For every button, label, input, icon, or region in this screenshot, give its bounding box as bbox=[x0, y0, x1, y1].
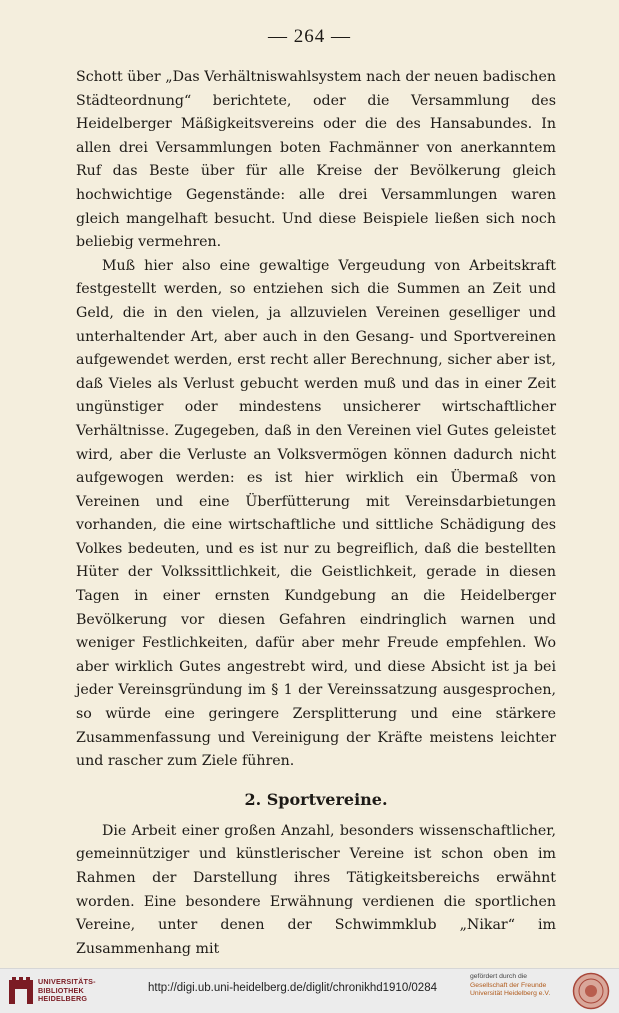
section-heading: 2. Sportvereine. bbox=[244, 789, 388, 809]
paragraph-1: Schott über „Das Verhältniswahlsystem nach der neuen badischen Städteordnung“ berichtete, oder die Versammlung des Heidelberger Mäßigkeitsvereins oder die des Hansabundes. In allen drei Versammlungen boten Fachmänner von anerkanntem Ruf das Beste über für alle Kreise der Bevölkerung gleich hochwichtige Gegenstände: alle drei Versammlungen waren gleich mangelhaft besucht. Und diese Beispiele ließen sich noch beliebig vermehren. bbox=[76, 69, 556, 251]
page-number: — 264 — bbox=[268, 26, 351, 47]
library-name: UNIVERSITÄTS- BIBLIOTHEK HEIDELBERG bbox=[38, 977, 96, 1004]
body-text bbox=[76, 66, 556, 961]
paragraph-3: Die Arbeit einer großen Anzahl, besonders wissenschaftlicher, gemeinnütziger und künstlerischer Vereine ist schon oben im Rahmen der Darstellung ihres Tätigkeitsbereichs erwähnt worden. Eine besondere Erwähnung verdienen die sportlichen Vereine, unter denen der Schwimmklub „Nikar“ im Zusammenhang mit bbox=[76, 822, 556, 957]
university-seal-icon bbox=[572, 972, 610, 1010]
library-logo-icon bbox=[8, 976, 34, 1006]
permalink-url[interactable]: http://digi.ub.uni-heidelberg.de/diglit/chronikhd1910/0284 bbox=[148, 982, 437, 994]
paragraph-2: Muß hier also eine gewaltige Vergeudung von Arbeitskraft festgestellt werden, so entziehen sich die Summen an Zeit und Geld, die in den vielen, ja allzuvielen Vereinen geselliger und unterhaltender Art, aber auch in den Gesang- und Sportvereinen aufgewendet werden, erst recht aller Berechnung, sicher aber ist, daß Vieles als Verlust gebucht werden muß und das in einer Zeit ungünstiger oder mindestens unsicherer wirtschaftlicher Verhältnisse. Zugegeben, daß in den Vereinen viel Gutes geleistet wird, aber die Verluste an Volksvermögen können dadurch nicht aufgewogen werden: es ist hier wirklich ein Übermaß von Vereinen und eine Überfütterung mit Vereinsdarbietungen vorhanden, die eine wirtschaftliche und sittliche Schädigung des Volkes bedeuten, und es ist nur zu begreiflich, daß die bestellten Hüter der Volkssittlichkeit, die Geistlichkeit, gerade in diesen Tagen in einer ernsten Kundgebung an die Heidelberger Bevölkerung vor diesen Gefahren eindringlich warnen und weniger Festlichkeiten, dafür aber mehr Freude empfehlen. Wo aber wirklich Gutes angestrebt wird, und diese Absicht ist ja bei jeder Vereinsgründung im § 1 der Vereinssatzung ausgesprochen, so würde eine geringere Zersplitterung und eine stärkere Zusammenfassung und Vereinigung der Kräfte meistens leichter und rascher zum Ziele führen. bbox=[76, 257, 556, 770]
sponsor-text: gefördert durch die Gesellschaft der Freunde Universität Heidelberg e.V. bbox=[470, 973, 551, 997]
viewer-footer bbox=[0, 968, 619, 1013]
